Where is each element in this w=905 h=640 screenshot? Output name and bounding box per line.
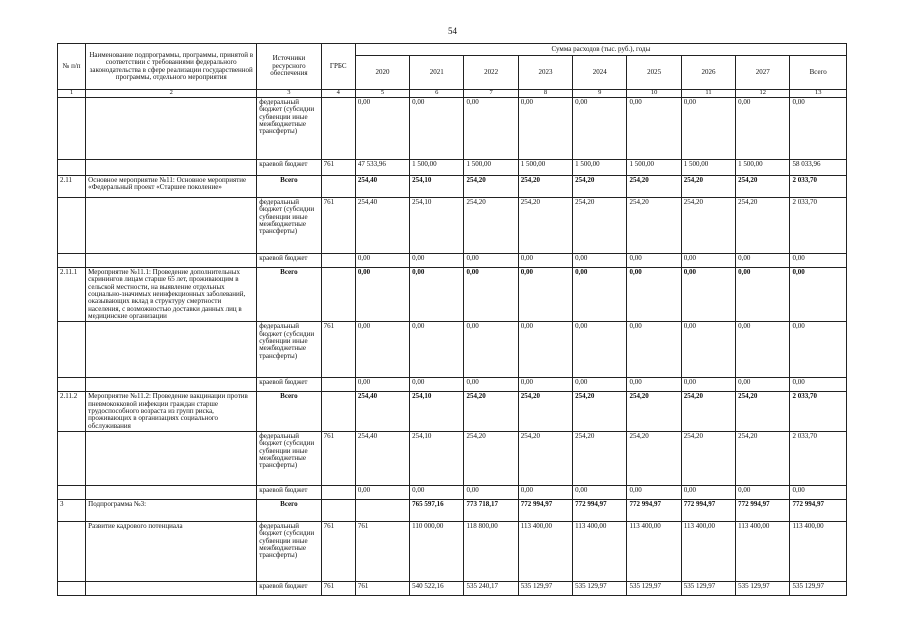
row-source: краевой бюджет (257, 581, 321, 595)
row-value: 254,20 (627, 392, 681, 432)
row-name (86, 378, 257, 392)
row-number (58, 97, 86, 159)
row-number (58, 197, 86, 253)
table-row (58, 378, 847, 392)
header-no: № п/п (58, 44, 86, 90)
row-name (86, 431, 257, 485)
row-value: 0,00 (790, 253, 847, 267)
row-value: 773 718,17 (464, 499, 518, 521)
header-grbs: ГРБС (321, 44, 355, 90)
row-value: 1 500,00 (518, 159, 572, 175)
row-value: 0,00 (627, 322, 681, 378)
row-value: 0,00 (410, 485, 464, 499)
row-value: 254,20 (736, 175, 790, 197)
row-number: 3 (58, 499, 86, 521)
table-row (58, 431, 847, 485)
row-value: 254,10 (410, 392, 464, 432)
row-value (355, 499, 409, 521)
header-source: Источники ресурсного обеспечения (257, 44, 321, 90)
row-value: 2 033,70 (790, 197, 847, 253)
row-grbs (321, 485, 355, 499)
row-value: 254,20 (464, 392, 518, 432)
row-number: 2.11.1 (58, 267, 86, 321)
row-value: 1 500,00 (736, 159, 790, 175)
row-value: 0,00 (464, 485, 518, 499)
row-value: 254,40 (355, 175, 409, 197)
row-value: 0,00 (681, 97, 735, 159)
row-name (86, 97, 257, 159)
row-value: 0,00 (790, 485, 847, 499)
row-name: Мероприятие №11.1: Проведение дополнительных скринингов лицам старше 65 лет, проживающим в сельской местности, на выявление отдельных социально-значимых неинфекционных заболеваний, оказывающих вклад в структуру смертности населения, с возможностью доставки данных лиц в медицинские организации (86, 267, 257, 321)
row-grbs (321, 378, 355, 392)
row-value: 772 994,97 (627, 499, 681, 521)
header-year: Всего (790, 56, 847, 90)
row-value: 0,00 (410, 322, 464, 378)
row-value: 0,00 (355, 485, 409, 499)
row-value: 0,00 (464, 378, 518, 392)
row-source: федеральный бюджет (субсидии субвенции иные межбюджетные трансферты) (257, 431, 321, 485)
row-value: 535 129,97 (681, 581, 735, 595)
row-value: 254,40 (355, 197, 409, 253)
row-value: 0,00 (573, 267, 627, 321)
row-value: 254,20 (627, 197, 681, 253)
row-value: 535 129,97 (627, 581, 681, 595)
table-row (58, 97, 847, 159)
row-name (86, 485, 257, 499)
row-value: 0,00 (410, 267, 464, 321)
row-source: Всего (257, 499, 321, 521)
row-value: 0,00 (736, 378, 790, 392)
row-value: 254,20 (681, 197, 735, 253)
row-number (58, 253, 86, 267)
row-value: 254,20 (573, 197, 627, 253)
row-value: 254,20 (518, 175, 572, 197)
row-value: 772 994,97 (518, 499, 572, 521)
row-value: 0,00 (464, 253, 518, 267)
column-number: 2 (86, 90, 257, 98)
row-value: 254,10 (410, 431, 464, 485)
row-value: 2 033,70 (790, 431, 847, 485)
row-number: 2.11.2 (58, 392, 86, 432)
row-value: 254,10 (410, 175, 464, 197)
row-value: 0,00 (573, 253, 627, 267)
row-value: 113 400,00 (518, 521, 572, 581)
row-value: 761 (355, 581, 409, 595)
row-grbs: 761 (321, 431, 355, 485)
table-row (58, 175, 847, 197)
row-grbs (321, 253, 355, 267)
row-value: 254,20 (573, 392, 627, 432)
row-name (86, 197, 257, 253)
page-number: 54 (448, 26, 457, 36)
row-value: 0,00 (573, 485, 627, 499)
row-number (58, 581, 86, 595)
header-year: 2026 (681, 56, 735, 90)
row-value: 254,20 (681, 175, 735, 197)
row-grbs: 761 (321, 197, 355, 253)
column-number: 6 (410, 90, 464, 98)
header-year: 2024 (573, 56, 627, 90)
row-name (86, 581, 257, 595)
row-value: 0,00 (681, 253, 735, 267)
row-source: Всего (257, 267, 321, 321)
row-value: 1 500,00 (573, 159, 627, 175)
row-source: Всего (257, 175, 321, 197)
row-source: федеральный бюджет (субсидии субвенции иные межбюджетные трансферты) (257, 97, 321, 159)
row-grbs (321, 97, 355, 159)
row-value: 1 500,00 (464, 159, 518, 175)
table-body (58, 97, 847, 595)
row-value: 0,00 (573, 322, 627, 378)
row-value: 0,00 (464, 267, 518, 321)
row-value: 113 400,00 (573, 521, 627, 581)
row-value: 1 500,00 (681, 159, 735, 175)
row-value: 0,00 (464, 322, 518, 378)
row-value: 535 240,17 (464, 581, 518, 595)
table-row (58, 392, 847, 432)
column-number: 5 (355, 90, 409, 98)
table-row (58, 253, 847, 267)
row-name: Мероприятие №11.2: Проведение вакцинации против пневмококковой инфекции граждан старше трудоспособного возраста из групп риска, проживающих в организациях социального обслуживания (86, 392, 257, 432)
row-number (58, 378, 86, 392)
row-value: 254,40 (355, 431, 409, 485)
row-value: 0,00 (681, 267, 735, 321)
row-name: Основное мероприятие №11: Основное мероприятие «Федеральный проект «Старшее поколение» (86, 175, 257, 197)
table-row (58, 267, 847, 321)
column-number: 13 (790, 90, 847, 98)
row-value: 113 400,00 (790, 521, 847, 581)
row-value: 254,20 (464, 431, 518, 485)
table-row (58, 499, 847, 521)
row-value: 0,00 (790, 97, 847, 159)
row-value: 772 994,97 (736, 499, 790, 521)
row-grbs: 761 (321, 581, 355, 595)
row-value: 0,00 (681, 378, 735, 392)
row-value: 254,20 (736, 431, 790, 485)
row-source: федеральный бюджет (субсидии субвенции иные межбюджетные трансферты) (257, 322, 321, 378)
row-value: 535 129,97 (518, 581, 572, 595)
row-value: 535 129,97 (736, 581, 790, 595)
row-value: 254,20 (736, 392, 790, 432)
row-value: 0,00 (518, 378, 572, 392)
row-source: краевой бюджет (257, 485, 321, 499)
header-sum: Сумма расходов (тыс. руб.), годы (355, 44, 846, 56)
row-value: 254,20 (518, 392, 572, 432)
column-number: 4 (321, 90, 355, 98)
column-number: 10 (627, 90, 681, 98)
row-value: 0,00 (736, 322, 790, 378)
row-number (58, 159, 86, 175)
column-number: 8 (518, 90, 572, 98)
row-name (86, 322, 257, 378)
row-value: 0,00 (736, 485, 790, 499)
table-header (58, 44, 847, 98)
row-grbs (321, 499, 355, 521)
row-source: краевой бюджет (257, 159, 321, 175)
row-value: 761 (355, 521, 409, 581)
row-value: 0,00 (627, 485, 681, 499)
row-value: 0,00 (790, 267, 847, 321)
row-value: 0,00 (573, 378, 627, 392)
row-value: 1 500,00 (410, 159, 464, 175)
row-value: 0,00 (518, 322, 572, 378)
row-name (86, 159, 257, 175)
row-grbs: 761 (321, 159, 355, 175)
row-grbs (321, 175, 355, 197)
row-value: 0,00 (355, 378, 409, 392)
row-value: 0,00 (355, 97, 409, 159)
row-number (58, 431, 86, 485)
row-number: 2.11 (58, 175, 86, 197)
column-number: 11 (681, 90, 735, 98)
row-source: краевой бюджет (257, 378, 321, 392)
row-value: 0,00 (355, 322, 409, 378)
row-value: 254,20 (464, 175, 518, 197)
row-value: 535 129,97 (573, 581, 627, 595)
row-name: Развитие кадрового потенциала (86, 521, 257, 581)
row-value: 0,00 (790, 378, 847, 392)
row-grbs (321, 392, 355, 432)
row-source: федеральный бюджет (субсидии субвенции иные межбюджетные трансферты) (257, 197, 321, 253)
row-value: 0,00 (790, 322, 847, 378)
row-value: 772 994,97 (681, 499, 735, 521)
row-name: Подпрограмма №3: (86, 499, 257, 521)
row-value: 0,00 (627, 97, 681, 159)
row-value: 47 533,96 (355, 159, 409, 175)
header-year: 2023 (518, 56, 572, 90)
row-value: 1 500,00 (627, 159, 681, 175)
row-value: 0,00 (681, 485, 735, 499)
row-value: 0,00 (681, 322, 735, 378)
row-value: 0,00 (573, 97, 627, 159)
column-number: 9 (573, 90, 627, 98)
row-value: 0,00 (518, 97, 572, 159)
row-value: 2 033,70 (790, 392, 847, 432)
row-source: краевой бюджет (257, 253, 321, 267)
row-value: 0,00 (410, 378, 464, 392)
row-value: 772 994,97 (573, 499, 627, 521)
row-number (58, 485, 86, 499)
column-number: 12 (736, 90, 790, 98)
row-value: 254,20 (518, 431, 572, 485)
row-value: 0,00 (736, 267, 790, 321)
row-number (58, 322, 86, 378)
row-value: 0,00 (518, 485, 572, 499)
row-value: 113 400,00 (627, 521, 681, 581)
row-value: 254,20 (627, 175, 681, 197)
row-value: 118 800,00 (464, 521, 518, 581)
row-value: 113 400,00 (736, 521, 790, 581)
header-year: 2025 (627, 56, 681, 90)
row-value: 254,20 (518, 197, 572, 253)
table-row (58, 322, 847, 378)
row-grbs: 761 (321, 322, 355, 378)
row-value: 254,20 (736, 197, 790, 253)
column-number: 7 (464, 90, 518, 98)
row-value: 0,00 (518, 253, 572, 267)
row-value: 58 033,96 (790, 159, 847, 175)
row-value: 110 000,00 (410, 521, 464, 581)
column-number: 1 (58, 90, 86, 98)
header-year: 2022 (464, 56, 518, 90)
row-value: 772 994,97 (790, 499, 847, 521)
row-value: 0,00 (627, 253, 681, 267)
header-year: 2021 (410, 56, 464, 90)
row-value: 254,20 (681, 431, 735, 485)
header-name: Наименование подпрограммы, программы, принятой в соответствии с требованиями федерального законодательства в сфере реализации государственной программы, отдельного мероприятия (86, 44, 257, 90)
row-value: 535 129,97 (790, 581, 847, 595)
row-value: 0,00 (464, 97, 518, 159)
table-row (58, 197, 847, 253)
row-value: 0,00 (355, 267, 409, 321)
row-name (86, 253, 257, 267)
row-value: 0,00 (736, 97, 790, 159)
row-value: 540 522,16 (410, 581, 464, 595)
row-value: 0,00 (627, 267, 681, 321)
header-year: 2020 (355, 56, 409, 90)
row-number (58, 521, 86, 581)
table-row (58, 581, 847, 595)
row-value: 2 033,70 (790, 175, 847, 197)
row-source: Всего (257, 392, 321, 432)
expenses-table (57, 43, 847, 596)
table-row (58, 485, 847, 499)
row-value: 254,40 (355, 392, 409, 432)
row-value: 765 597,16 (410, 499, 464, 521)
row-value: 0,00 (627, 378, 681, 392)
row-value: 0,00 (410, 253, 464, 267)
table-row (58, 521, 847, 581)
row-value: 254,10 (410, 197, 464, 253)
header-year: 2027 (736, 56, 790, 90)
row-source: федеральный бюджет (субсидии субвенции иные межбюджетные трансферты) (257, 521, 321, 581)
row-value: 113 400,00 (681, 521, 735, 581)
row-value: 254,20 (681, 392, 735, 432)
row-value: 254,20 (627, 431, 681, 485)
table-row (58, 159, 847, 175)
row-value: 0,00 (410, 97, 464, 159)
column-number: 3 (257, 90, 321, 98)
row-value: 254,20 (573, 175, 627, 197)
row-grbs: 761 (321, 521, 355, 581)
row-grbs (321, 267, 355, 321)
row-value: 0,00 (736, 253, 790, 267)
row-value: 0,00 (355, 253, 409, 267)
row-value: 254,20 (464, 197, 518, 253)
row-value: 254,20 (573, 431, 627, 485)
row-value: 0,00 (518, 267, 572, 321)
